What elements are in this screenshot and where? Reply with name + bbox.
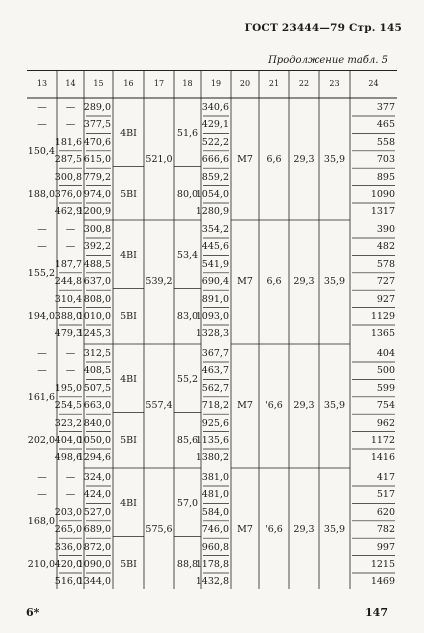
table-cell-c14-1: —: [65, 224, 76, 235]
table-cell-c14-1: —: [65, 241, 76, 253]
table-cell-c20-2: M7: [237, 400, 253, 412]
page-header: [245, 22, 402, 34]
table-cell-c24-2: 599: [376, 382, 395, 394]
table-cell-c17-0: 521,0: [145, 154, 173, 166]
table-cell-c16-0: 4BI: [120, 128, 137, 140]
table-cell-c14-0: —: [65, 102, 76, 113]
table-cell-c19-2: 925,6: [201, 417, 229, 429]
table-cell-c14-3: —: [65, 489, 76, 501]
table-cell-c24-3: 517: [376, 489, 395, 501]
table-cell-c15-2: 1050,0: [77, 435, 111, 446]
table-cell-c15-2: 312,5: [83, 348, 111, 359]
table-cell-c19-3: 1178,8: [195, 559, 229, 570]
table-cell-c16-0: 5BI: [120, 189, 137, 200]
table-cell-c18-2: 85,6: [176, 435, 199, 446]
table-cell-c17-3: 575,6: [145, 524, 173, 536]
table-cell-c14-3: 516,0: [54, 576, 82, 588]
table-cell-c22-2: 29,3: [293, 400, 315, 412]
table-cell-c19-3: 381,0: [201, 472, 229, 483]
table-cell-c13-1: —: [37, 241, 47, 253]
table-cell-c19-0: 522,2: [201, 136, 229, 148]
column-header-22: 22: [298, 79, 310, 88]
table-cell-c15-1: 300,8: [83, 224, 111, 235]
table-cell-c24-2: 404: [376, 348, 395, 359]
table-cell-c24-0: 895: [376, 171, 395, 183]
table-cell-c19-1: 354,2: [201, 224, 229, 235]
table-cell-c14-3: —: [65, 472, 76, 483]
table-cell-c20-3: M7: [237, 524, 253, 536]
column-header-13: 13: [36, 79, 48, 88]
table-cell-c15-0: 1200,9: [77, 206, 111, 218]
table-cell-c24-3: 997: [376, 541, 395, 553]
table-cell-c15-2: 840,0: [83, 417, 111, 429]
table-cell-c15-3: 424,0: [83, 489, 111, 501]
table-cell-c24-2: 754: [376, 400, 395, 412]
table-cell-c19-2: 562,7: [201, 382, 229, 394]
table-cell-c15-0: 289,0: [83, 102, 111, 113]
column-header-24: 24: [368, 79, 379, 88]
table-cell-c13-3: 168,0: [27, 515, 55, 527]
table-cell-c19-1: 1093,0: [195, 311, 229, 322]
table-cell-c24-1: 390: [376, 224, 395, 235]
table-cell-c19-2: 1380,2: [195, 452, 229, 464]
table-cell-c24-1: 1129: [370, 311, 395, 322]
table-cell-c19-3: 1432,8: [195, 576, 229, 588]
table-cell-c15-1: 637,0: [83, 276, 111, 288]
table-cell-c24-3: 1469: [370, 576, 395, 588]
table-cell-c19-1: 690,4: [201, 276, 229, 288]
column-header-15: 15: [93, 79, 104, 88]
table-cell-c15-0: 779,2: [83, 171, 111, 183]
table-cell-c24-1: 578: [376, 258, 395, 270]
table-cell-c15-2: 408,5: [83, 365, 111, 377]
table-cell-c13-3: —: [37, 472, 47, 483]
table-cell-c19-2: 718,2: [201, 400, 229, 412]
table-cell-c13-1: 155,2: [27, 267, 55, 279]
table-cell-c24-3: 620: [376, 506, 395, 518]
table-cell-c19-3: 746,0: [201, 524, 229, 536]
table-cell-c17-2: 557,4: [145, 400, 173, 412]
data-table: [27, 70, 397, 589]
table-cell-c18-1: 53,4: [176, 250, 199, 262]
table-cell-c19-3: 960,8: [201, 541, 229, 553]
table-cell-c23-0: 35,9: [323, 154, 346, 166]
table-cell-c16-1: 4BI: [120, 250, 137, 262]
table-cell-c13-0: —: [37, 119, 47, 131]
table-cell-c24-2: 1172: [370, 435, 395, 446]
table-cell-c19-1: 1328,3: [195, 328, 229, 340]
table-cell-c24-3: 1215: [370, 559, 395, 570]
table-cell-c14-1: 479,3: [54, 328, 82, 340]
table-cell-c14-0: —: [65, 119, 76, 131]
table-cell-c14-2: —: [65, 348, 76, 359]
table-cell-c15-1: 392,2: [83, 241, 111, 253]
doc-code: ГОСТ 23444—79: [244, 22, 346, 34]
table-cell-c18-3: 57,0: [176, 498, 199, 510]
table-cell-c19-0: 666,6: [201, 154, 229, 166]
table-cell-c13-0: —: [37, 102, 47, 113]
table-cell-c13-3: 210,0: [27, 559, 55, 570]
table-cell-c15-3: 1090,0: [77, 559, 111, 570]
column-header-23: 23: [329, 79, 340, 88]
column-header-20: 20: [239, 79, 251, 88]
table-cell-c24-0: 377: [376, 102, 395, 113]
table-cell-c16-2: 4BI: [120, 374, 137, 386]
table-cell-c14-3: 336,0: [54, 541, 82, 553]
table-cell-c16-1: 5BI: [120, 311, 137, 322]
table-cell-c24-1: 727: [376, 276, 395, 288]
table-cell-c14-0: 462,9: [54, 206, 82, 218]
table-cell-c14-1: 187,7: [54, 258, 82, 270]
table-cell-c15-1: 488,5: [83, 258, 111, 270]
table-cell-c14-1: 310,4: [54, 293, 82, 305]
table-cell-c21-2: '6,6: [265, 400, 283, 412]
table-cell-c24-2: 500: [376, 365, 395, 377]
table-cell-c21-0: 6,6: [266, 154, 282, 166]
table-cell-c24-0: 558: [376, 136, 395, 148]
table-cell-c15-2: 1294,6: [77, 452, 111, 464]
table-cell-c24-1: 1365: [370, 328, 395, 340]
table-cell-c13-2: 161,6: [27, 391, 55, 403]
table-continuation-label: Продолжение табл. 5: [268, 55, 388, 66]
table-cell-c19-2: 1135,6: [195, 435, 229, 446]
table-cell-c18-1: 83,0: [176, 311, 199, 322]
table-cell-c15-3: 689,0: [83, 524, 111, 536]
table-cell-c24-2: 1416: [370, 452, 395, 464]
table-cell-c19-3: 584,0: [201, 506, 229, 518]
table-cell-c15-0: 377,5: [83, 119, 111, 131]
table-cell-c20-1: M7: [237, 276, 253, 288]
table-cell-c19-1: 541,9: [201, 258, 229, 270]
table-cell-c14-0: 287,5: [54, 154, 82, 166]
table-cell-c15-3: 527,0: [83, 506, 111, 518]
page-number: 147: [365, 606, 388, 619]
table-cell-c13-2: —: [37, 348, 47, 359]
table-cell-c19-3: 481,0: [201, 489, 229, 501]
column-header-19: 19: [210, 79, 222, 88]
column-header-18: 18: [182, 79, 193, 88]
table-cell-c15-1: 1010,0: [77, 311, 111, 322]
table-cell-c15-2: 507,5: [83, 382, 111, 394]
table-cell-c14-3: 203,0: [54, 506, 82, 518]
column-header-14: 14: [65, 79, 76, 88]
table-cell-c19-1: 445,6: [201, 241, 229, 253]
table-cell-c19-2: 463,7: [201, 365, 229, 377]
table-cell-c13-0: 150,4: [27, 145, 55, 157]
table-cell-c24-0: 1090: [370, 189, 395, 200]
table-cell-c15-3: 872,0: [83, 541, 111, 553]
table-cell-c24-0: 465: [376, 119, 395, 131]
table-cell-c14-0: 376,0: [54, 189, 82, 200]
table-cell-c16-3: 5BI: [120, 559, 137, 570]
table-cell-c24-1: 482: [376, 241, 395, 253]
table-cell-c22-0: 29,3: [293, 154, 315, 166]
table-cell-c14-2: 254,5: [54, 400, 82, 412]
table-cell-c18-0: 80,0: [176, 189, 199, 200]
table-cell-c13-2: —: [37, 365, 47, 377]
page-label: Стр. 145: [348, 22, 402, 34]
table-cell-c24-2: 962: [376, 417, 395, 429]
table-cell-c21-3: '6,6: [265, 524, 283, 536]
table-cell-c23-3: 35,9: [323, 524, 346, 536]
column-header-16: 16: [123, 79, 134, 88]
table-cell-c21-1: 6,6: [266, 276, 282, 288]
table-cell-c14-2: 498,6: [54, 452, 82, 464]
table-cell-c18-2: 55,2: [176, 374, 199, 386]
table-cell-c24-1: 927: [376, 293, 395, 305]
table-cell-c19-0: 859,2: [201, 171, 229, 183]
table-cell-c14-3: 265,0: [54, 524, 82, 536]
table-cell-c24-0: 703: [376, 154, 395, 166]
table-cell-c13-0: 188,0: [27, 189, 55, 200]
table-cell-c15-3: 1344,0: [77, 576, 111, 588]
table-cell-c14-0: 181,6: [54, 136, 82, 148]
table-cell-c14-2: 195,0: [54, 382, 82, 394]
table-cell-c18-0: 51,6: [176, 128, 199, 140]
table-cell-c13-2: 202,0: [27, 435, 55, 446]
table-cell-c19-0: 1054,0: [195, 189, 229, 200]
table-cell-c15-1: 808,0: [83, 293, 111, 305]
table-cell-c14-3: 420,0: [54, 559, 82, 570]
table-cell-c13-1: —: [37, 224, 47, 235]
table-cell-c19-0: 340,6: [201, 102, 229, 113]
table-cell-c15-2: 663,0: [83, 400, 111, 412]
table-cell-c22-1: 29,3: [293, 276, 315, 288]
table-cell-c24-3: 417: [376, 472, 395, 483]
table-cell-c15-1: 1245,3: [77, 328, 111, 340]
table-cell-c19-2: 367,7: [201, 348, 229, 359]
table-cell-c19-0: 1280,9: [195, 206, 229, 218]
table-cell-c15-3: 324,0: [83, 472, 111, 483]
table-cell-c13-1: 194,0: [27, 311, 55, 322]
column-header-21: 21: [268, 79, 280, 88]
table-cell-c13-3: —: [37, 489, 47, 501]
table-cell-c22-3: 29,3: [293, 524, 315, 536]
table-cell-c24-3: 782: [376, 524, 395, 536]
table-cell-c23-1: 35,9: [323, 276, 346, 288]
table-cell-c14-1: 388,0: [54, 311, 82, 322]
table-cell-c17-1: 539,2: [145, 276, 173, 288]
table-cell-c15-0: 974,0: [83, 189, 111, 200]
table-cell-c15-0: 470,6: [83, 136, 111, 148]
table-cell-c14-0: 300,8: [54, 171, 82, 183]
footer-signature-mark: 6*: [26, 606, 40, 619]
table-cell-c19-0: 429,1: [201, 119, 229, 131]
table-cell-c24-0: 1317: [370, 206, 395, 218]
table-cell-c16-2: 5BI: [120, 435, 137, 446]
table-cell-c20-0: M7: [237, 154, 253, 166]
column-header-17: 17: [153, 79, 165, 88]
table-cell-c23-2: 35,9: [323, 400, 346, 412]
table-cell-c16-3: 4BI: [120, 498, 137, 510]
table-cell-c15-0: 615,0: [83, 154, 111, 166]
table-cell-c14-2: —: [65, 365, 76, 377]
table-cell-c18-3: 88,8: [176, 559, 199, 570]
table-cell-c14-2: 323,2: [54, 417, 82, 429]
table-cell-c14-1: 244,8: [54, 276, 82, 288]
table-cell-c14-2: 404,0: [54, 435, 82, 446]
table-cell-c19-1: 891,0: [201, 293, 229, 305]
